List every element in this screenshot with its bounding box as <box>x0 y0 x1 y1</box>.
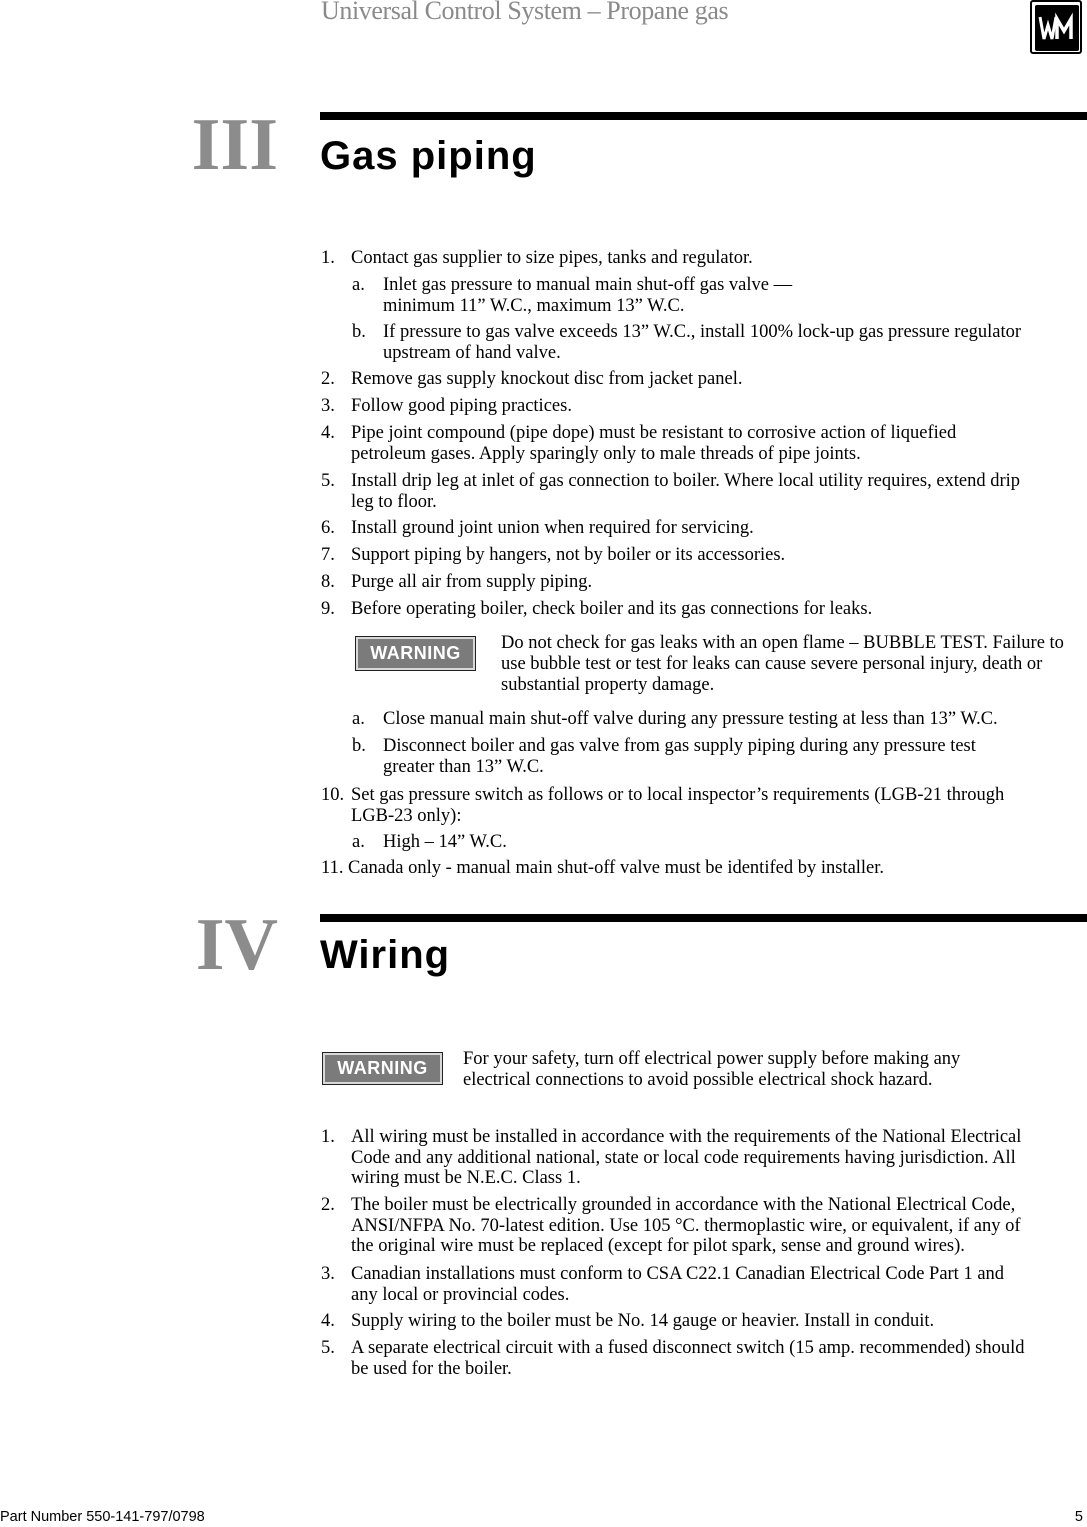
wiring-warning-text: For your safety, turn off electrical power supply before making any electrical connections to avoid possible electrical shock hazard. <box>463 1049 961 1090</box>
section-rule-gas-piping <box>320 112 1087 120</box>
footer-part-number: Part Number 550-141-797/0798 <box>0 1509 205 1525</box>
section-number-wiring: IV <box>195 904 278 986</box>
gas-warning-text: Do not check for gas leaks with an open flame – BUBBLE TEST. Failure to use bubble test or test for leaks can cause severe personal injury, death or substantial property damage. <box>501 633 1064 695</box>
section-rule-wiring <box>320 914 1087 922</box>
footer-page-number: 5 <box>1074 1509 1083 1525</box>
wiring-warning-badge: WARNING <box>322 1052 443 1085</box>
section-number-gas-piping: III <box>191 104 278 186</box>
header-title: Universal Control System – Propane gas <box>321 0 729 25</box>
wm-logo-icon <box>1030 0 1082 54</box>
gas-warning-badge: WARNING <box>355 636 476 671</box>
section-title-wiring: Wiring <box>320 933 451 977</box>
section-title-gas-piping: Gas piping <box>320 134 537 178</box>
